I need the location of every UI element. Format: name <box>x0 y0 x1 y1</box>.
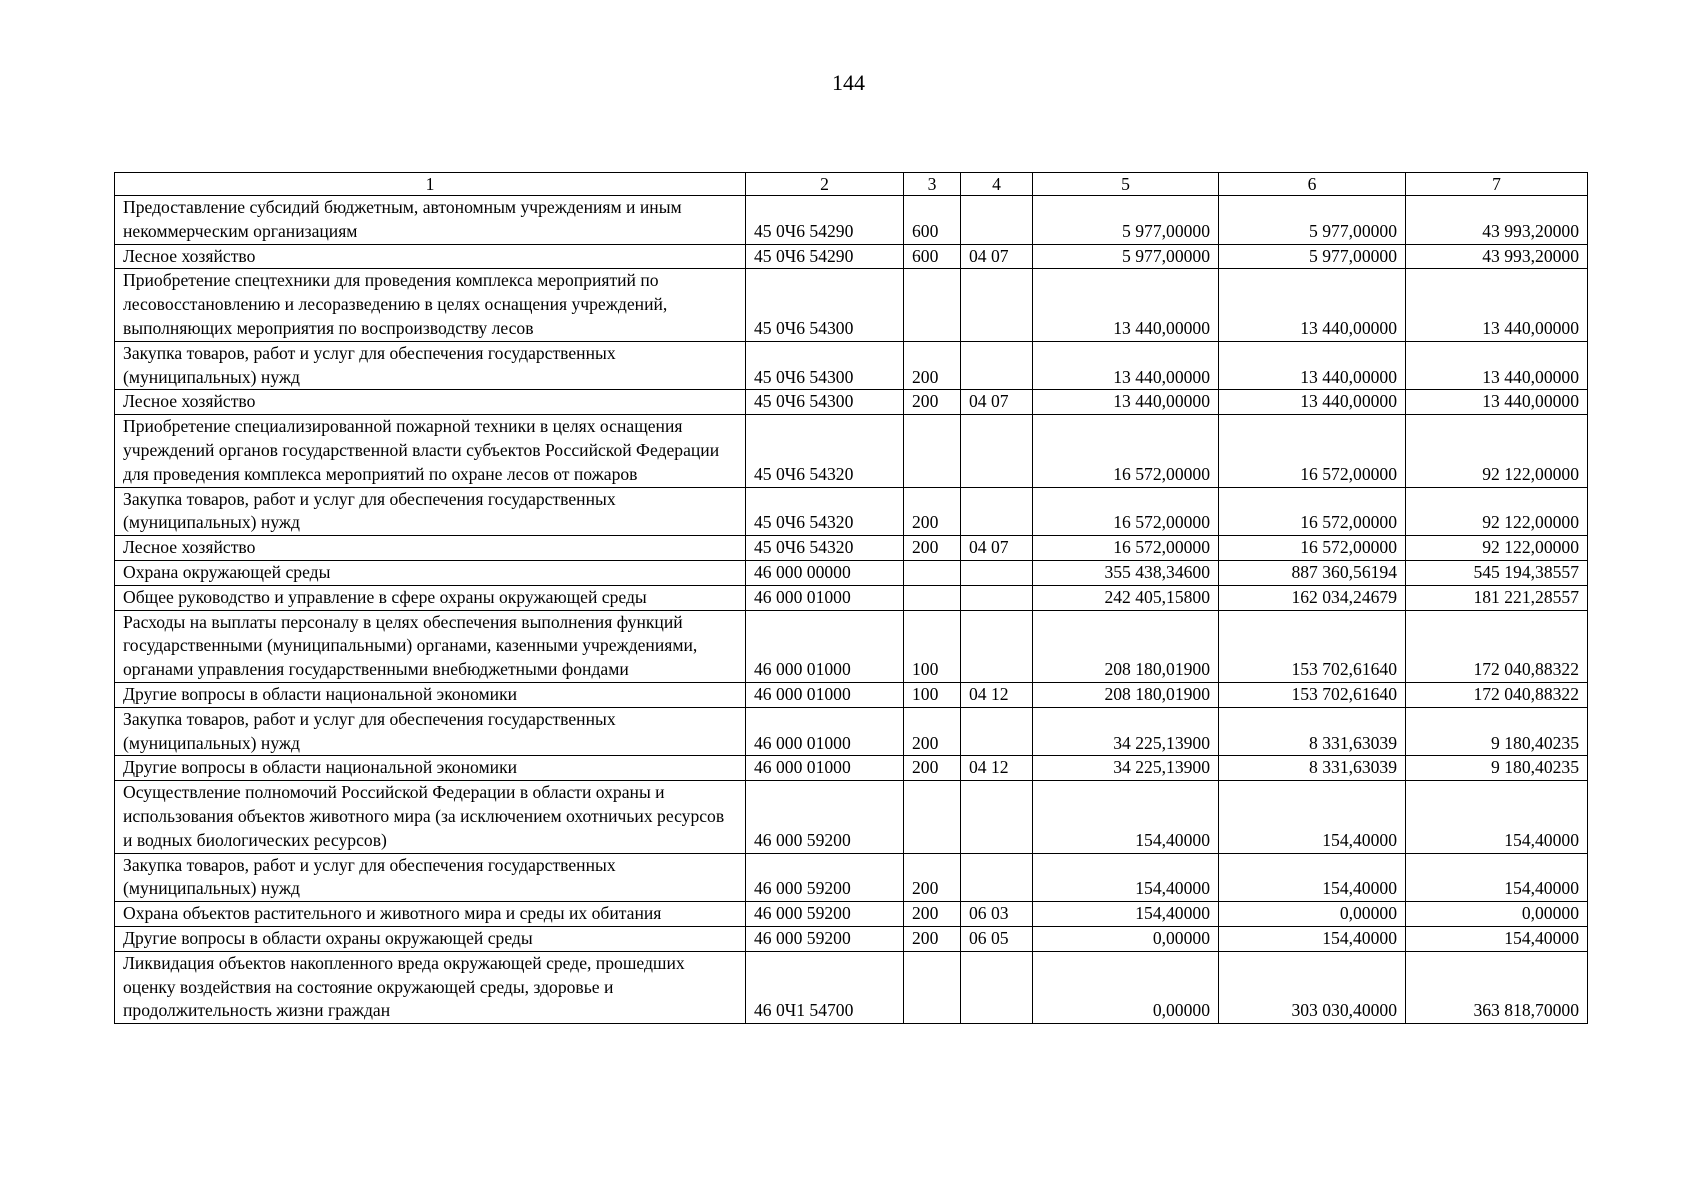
row-code: 46 000 01000 <box>746 610 904 682</box>
row-section <box>961 196 1033 245</box>
row-section: 04 07 <box>961 390 1033 415</box>
table-row <box>115 536 1588 561</box>
row-expense-type: 200 <box>904 756 961 781</box>
table-row <box>115 390 1588 415</box>
row-value-7: 92 122,00000 <box>1406 487 1588 536</box>
header-col-4: 4 <box>961 173 1033 196</box>
row-value-6: 16 572,00000 <box>1219 415 1406 487</box>
row-name: Лесное хозяйство <box>115 390 746 415</box>
row-section <box>961 487 1033 536</box>
row-value-5: 13 440,00000 <box>1033 341 1219 390</box>
row-value-7: 154,40000 <box>1406 853 1588 902</box>
row-code: 45 0Ч6 54300 <box>746 269 904 341</box>
row-value-5: 5 977,00000 <box>1033 244 1219 269</box>
row-value-6: 887 360,56194 <box>1219 560 1406 585</box>
row-name: Лесное хозяйство <box>115 244 746 269</box>
row-value-5: 355 438,34600 <box>1033 560 1219 585</box>
row-expense-type <box>904 781 961 853</box>
row-code: 45 0Ч6 54300 <box>746 341 904 390</box>
row-section <box>961 560 1033 585</box>
table-body <box>115 196 1588 1024</box>
row-expense-type: 600 <box>904 244 961 269</box>
table-row <box>115 781 1588 853</box>
row-value-7: 363 818,70000 <box>1406 951 1588 1023</box>
row-value-6: 153 702,61640 <box>1219 610 1406 682</box>
row-name: Приобретение специализированной пожарной техники в целях оснащения учреждений органов государственной власти субъектов Российской Федерации для проведения комплекса мероприятий по охране лесов от пожаров <box>115 415 746 487</box>
row-value-7: 9 180,40235 <box>1406 707 1588 756</box>
table-row <box>115 610 1588 682</box>
row-expense-type: 200 <box>904 487 961 536</box>
row-name: Закупка товаров, работ и услуг для обеспечения государственных (муниципальных) нужд <box>115 341 746 390</box>
row-section: 06 03 <box>961 902 1033 927</box>
row-section <box>961 707 1033 756</box>
page-number: 144 <box>832 70 865 95</box>
row-value-7: 92 122,00000 <box>1406 536 1588 561</box>
row-value-5: 0,00000 <box>1033 951 1219 1023</box>
row-value-7: 181 221,28557 <box>1406 585 1588 610</box>
row-value-6: 8 331,63039 <box>1219 707 1406 756</box>
row-section <box>961 585 1033 610</box>
row-code: 46 000 59200 <box>746 902 904 927</box>
row-value-7: 154,40000 <box>1406 926 1588 951</box>
row-name: Ликвидация объектов накопленного вреда окружающей среде, прошедших оценку воздействия на состояние окружающей среды, здоровье и продолжительность жизни граждан <box>115 951 746 1023</box>
table-row <box>115 926 1588 951</box>
row-name: Закупка товаров, работ и услуг для обеспечения государственных (муниципальных) нужд <box>115 707 746 756</box>
row-value-7: 43 993,20000 <box>1406 196 1588 245</box>
header-row <box>115 173 1588 196</box>
row-value-5: 154,40000 <box>1033 853 1219 902</box>
row-section: 06 05 <box>961 926 1033 951</box>
row-value-6: 0,00000 <box>1219 902 1406 927</box>
row-value-6: 154,40000 <box>1219 926 1406 951</box>
header-col-7: 7 <box>1406 173 1588 196</box>
row-value-5: 13 440,00000 <box>1033 269 1219 341</box>
row-value-6: 5 977,00000 <box>1219 244 1406 269</box>
row-value-5: 208 180,01900 <box>1033 610 1219 682</box>
row-code: 46 000 01000 <box>746 585 904 610</box>
row-expense-type: 100 <box>904 682 961 707</box>
row-value-7: 172 040,88322 <box>1406 610 1588 682</box>
row-value-5: 16 572,00000 <box>1033 415 1219 487</box>
row-expense-type <box>904 560 961 585</box>
row-expense-type: 200 <box>904 341 961 390</box>
row-name: Приобретение спецтехники для проведения комплекса мероприятий по лесовосстановлению и лесоразведению в целях оснащения учреждений, выполняющих мероприятия по воспроизводству лесов <box>115 269 746 341</box>
table-row <box>115 415 1588 487</box>
row-section <box>961 853 1033 902</box>
table-row <box>115 341 1588 390</box>
row-code: 46 000 59200 <box>746 853 904 902</box>
row-expense-type: 200 <box>904 902 961 927</box>
header-col-2: 2 <box>746 173 904 196</box>
row-value-7: 172 040,88322 <box>1406 682 1588 707</box>
table-row <box>115 585 1588 610</box>
row-expense-type <box>904 951 961 1023</box>
row-value-6: 154,40000 <box>1219 853 1406 902</box>
row-section: 04 12 <box>961 756 1033 781</box>
row-value-5: 34 225,13900 <box>1033 756 1219 781</box>
table-row <box>115 707 1588 756</box>
header-col-1: 1 <box>115 173 746 196</box>
row-value-6: 153 702,61640 <box>1219 682 1406 707</box>
budget-table <box>114 172 1588 1024</box>
row-value-7: 13 440,00000 <box>1406 269 1588 341</box>
row-code: 46 000 00000 <box>746 560 904 585</box>
row-name: Предоставление субсидий бюджетным, автономным учреждениям и иным некоммерческим организациям <box>115 196 746 245</box>
row-code: 46 000 01000 <box>746 756 904 781</box>
row-expense-type: 200 <box>904 853 961 902</box>
row-value-5: 5 977,00000 <box>1033 196 1219 245</box>
row-name: Охрана объектов растительного и животного мира и среды их обитания <box>115 902 746 927</box>
row-code: 46 000 01000 <box>746 707 904 756</box>
row-value-7: 9 180,40235 <box>1406 756 1588 781</box>
table-row <box>115 244 1588 269</box>
table-row <box>115 756 1588 781</box>
table-row <box>115 269 1588 341</box>
row-value-7: 13 440,00000 <box>1406 341 1588 390</box>
table-row <box>115 196 1588 245</box>
row-value-6: 16 572,00000 <box>1219 487 1406 536</box>
table-row <box>115 560 1588 585</box>
row-name: Закупка товаров, работ и услуг для обеспечения государственных (муниципальных) нужд <box>115 853 746 902</box>
row-code: 45 0Ч6 54290 <box>746 244 904 269</box>
row-expense-type: 100 <box>904 610 961 682</box>
row-expense-type <box>904 415 961 487</box>
row-value-7: 43 993,20000 <box>1406 244 1588 269</box>
row-value-6: 303 030,40000 <box>1219 951 1406 1023</box>
row-value-5: 154,40000 <box>1033 781 1219 853</box>
row-code: 45 0Ч6 54320 <box>746 536 904 561</box>
row-name: Другие вопросы в области национальной экономики <box>115 682 746 707</box>
row-name: Охрана окружающей среды <box>115 560 746 585</box>
table-row <box>115 853 1588 902</box>
row-section <box>961 415 1033 487</box>
row-name: Другие вопросы в области охраны окружающей среды <box>115 926 746 951</box>
header-col-6: 6 <box>1219 173 1406 196</box>
row-expense-type: 200 <box>904 536 961 561</box>
row-expense-type: 600 <box>904 196 961 245</box>
row-section <box>961 610 1033 682</box>
row-value-5: 0,00000 <box>1033 926 1219 951</box>
row-value-7: 0,00000 <box>1406 902 1588 927</box>
row-code: 46 000 59200 <box>746 926 904 951</box>
table-row <box>115 682 1588 707</box>
header-col-5: 5 <box>1033 173 1219 196</box>
row-value-6: 13 440,00000 <box>1219 269 1406 341</box>
row-code: 45 0Ч6 54300 <box>746 390 904 415</box>
row-name: Закупка товаров, работ и услуг для обеспечения государственных (муниципальных) нужд <box>115 487 746 536</box>
row-name: Расходы на выплаты персоналу в целях обеспечения выполнения функций государственными (муниципальными) органами, казенными учреждениями, органами управления государственными внебюджетными фондами <box>115 610 746 682</box>
row-section: 04 07 <box>961 536 1033 561</box>
row-name: Другие вопросы в области национальной экономики <box>115 756 746 781</box>
row-value-5: 208 180,01900 <box>1033 682 1219 707</box>
table-row <box>115 902 1588 927</box>
row-value-6: 154,40000 <box>1219 781 1406 853</box>
row-code: 46 000 59200 <box>746 781 904 853</box>
row-value-7: 154,40000 <box>1406 781 1588 853</box>
row-value-7: 92 122,00000 <box>1406 415 1588 487</box>
row-value-6: 13 440,00000 <box>1219 390 1406 415</box>
header-col-3: 3 <box>904 173 961 196</box>
row-section <box>961 269 1033 341</box>
row-section <box>961 951 1033 1023</box>
row-expense-type: 200 <box>904 390 961 415</box>
row-section: 04 07 <box>961 244 1033 269</box>
row-value-6: 8 331,63039 <box>1219 756 1406 781</box>
row-code: 46 0Ч1 54700 <box>746 951 904 1023</box>
row-value-6: 13 440,00000 <box>1219 341 1406 390</box>
row-value-7: 13 440,00000 <box>1406 390 1588 415</box>
row-section: 04 12 <box>961 682 1033 707</box>
table-row <box>115 951 1588 1023</box>
row-code: 45 0Ч6 54320 <box>746 415 904 487</box>
row-name: Лесное хозяйство <box>115 536 746 561</box>
table-row <box>115 487 1588 536</box>
row-value-6: 16 572,00000 <box>1219 536 1406 561</box>
row-section <box>961 341 1033 390</box>
row-expense-type <box>904 585 961 610</box>
row-value-7: 545 194,38557 <box>1406 560 1588 585</box>
row-value-5: 16 572,00000 <box>1033 536 1219 561</box>
row-name: Осуществление полномочий Российской Федерации в области охраны и использования объектов животного мира (за исключением охотничьих ресурсов и водных биологических ресурсов) <box>115 781 746 853</box>
row-name: Общее руководство и управление в сфере охраны окружающей среды <box>115 585 746 610</box>
row-value-5: 13 440,00000 <box>1033 390 1219 415</box>
row-value-5: 242 405,15800 <box>1033 585 1219 610</box>
row-value-5: 154,40000 <box>1033 902 1219 927</box>
row-code: 45 0Ч6 54290 <box>746 196 904 245</box>
row-section <box>961 781 1033 853</box>
row-value-6: 5 977,00000 <box>1219 196 1406 245</box>
row-expense-type <box>904 269 961 341</box>
row-code: 46 000 01000 <box>746 682 904 707</box>
row-value-6: 162 034,24679 <box>1219 585 1406 610</box>
row-expense-type: 200 <box>904 926 961 951</box>
row-value-5: 34 225,13900 <box>1033 707 1219 756</box>
row-expense-type: 200 <box>904 707 961 756</box>
row-value-5: 16 572,00000 <box>1033 487 1219 536</box>
row-code: 45 0Ч6 54320 <box>746 487 904 536</box>
